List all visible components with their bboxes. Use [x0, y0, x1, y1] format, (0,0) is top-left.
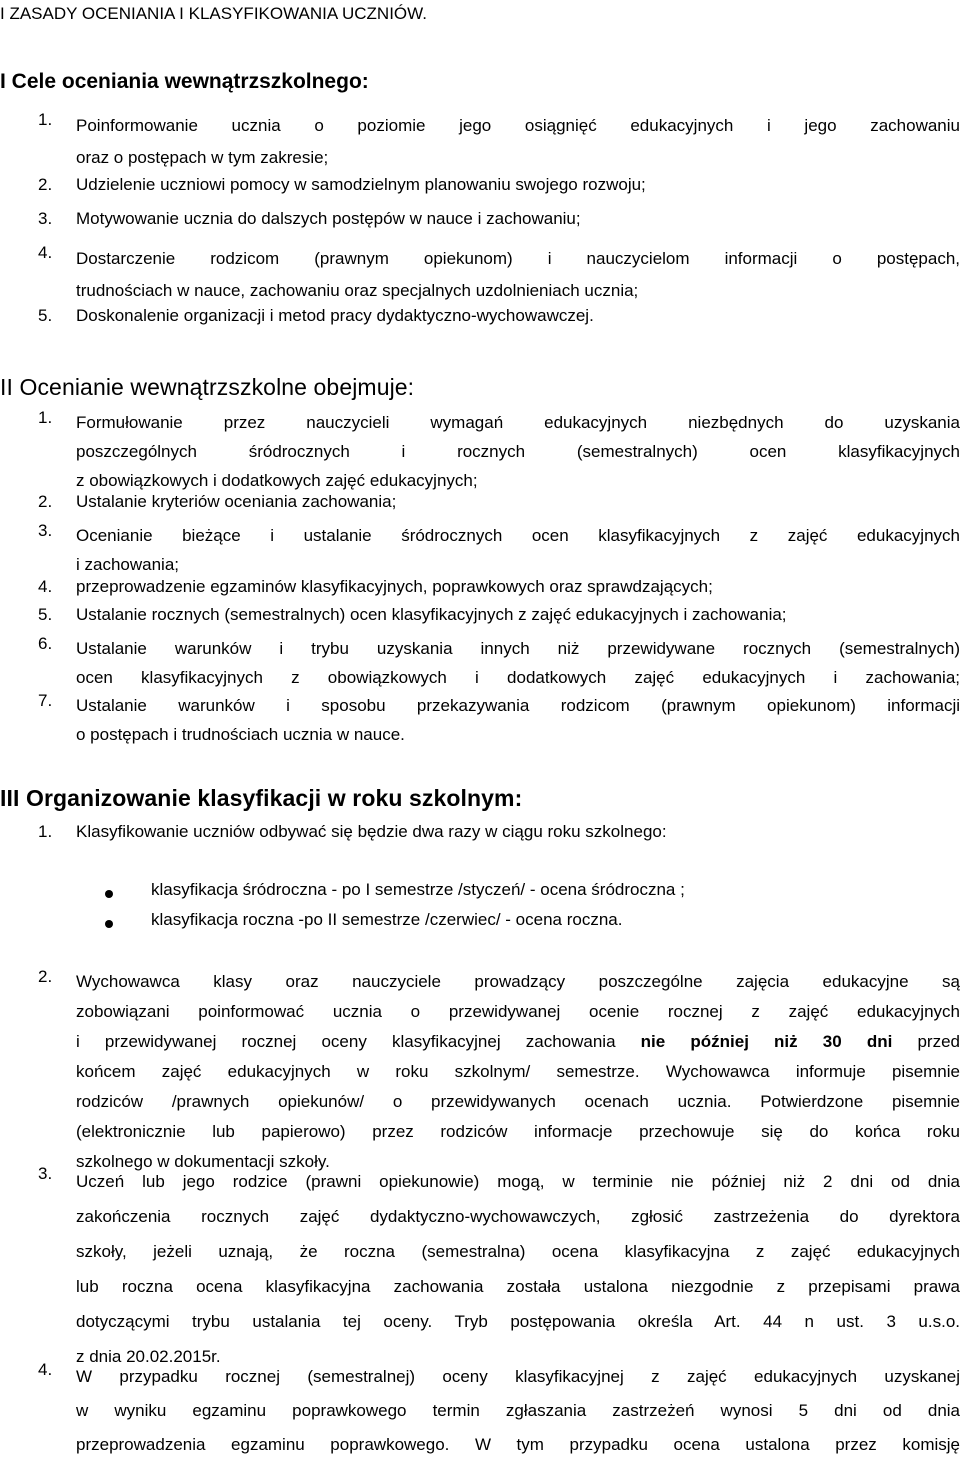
item-line: zobowiązani poinformować ucznia o przewidywanej ocenie rocznej z zajęć edukacyjnych [76, 1002, 960, 1021]
document-title: I ZASADY OCENIANIA I KLASYFIKOWANIA UCZNIÓW. [0, 4, 427, 23]
item-line: Ocenianie bieżące i ustalanie śródrocznych ocen klasyfikacyjnych z zajęć edukacyjnych [76, 526, 960, 545]
item-line: z obowiązkowych i dodatkowych zajęć edukacyjnych; [76, 471, 478, 490]
item-number: 2. [38, 175, 53, 194]
bullet-text: klasyfikacja śródroczna - po I semestrze /styczeń/ - ocena śródroczna ; [151, 880, 685, 899]
section-1-heading: I Cele oceniania wewnątrzszkolnego: [0, 70, 369, 93]
item-line: Udzielenie uczniowi pomocy w samodzielnym planowaniu swojego rozwoju; [76, 175, 646, 194]
item-line: w wyniku egzaminu poprawkowego termin zgłaszania zastrzeżeń wynosi 5 dni od dnia [76, 1401, 960, 1420]
line-text: przed [917, 1032, 960, 1051]
item-number: 2. [38, 492, 53, 511]
section-3-heading: III Organizowanie klasyfikacji w roku szkolnym: [0, 785, 523, 811]
item-line: Uczeń lub jego rodzice (prawni opiekunowie) mogą, w terminie nie później niż 2 dni od dnia [76, 1172, 960, 1191]
item-line: Dostarczenie rodzicom (prawnym opiekunom) i nauczycielom informacji o postępach, [76, 249, 960, 268]
item-number: 1. [38, 408, 53, 427]
item-line: poszczególnych śródrocznych i rocznych (semestralnych) ocen klasyfikacyjnych [76, 442, 960, 461]
item-line: Ustalanie warunków i sposobu przekazywania rodzicom (prawnym opiekunom) informacji [76, 696, 960, 715]
item-line: oraz o postępach w tym zakresie; [76, 148, 329, 167]
item-number: 4. [38, 577, 53, 596]
item-line: Klasyfikowanie uczniów odbywać się będzie dwa razy w ciągu roku szkolnego: [76, 822, 667, 841]
item-line: Doskonalenie organizacji i metod pracy dydaktyczno-wychowawczej. [76, 306, 594, 325]
item-number: 5. [38, 306, 53, 325]
item-number: 1. [38, 822, 53, 841]
item-line: przeprowadzenia egzaminu poprawkowego. W tym przypadku ocena ustalona przez komisję [76, 1435, 960, 1454]
item-number: 2. [38, 967, 53, 986]
item-line: rodziców /prawnych opiekunów/ o przewidywanych ocenach ucznia. Potwierdzone pisemnie [76, 1092, 960, 1111]
item-line: szkolnego w dokumentacji szkoły. [76, 1152, 330, 1171]
item-line: ocen klasyfikacyjnych z obowiązkowych i dodatkowych zajęć edukacyjnych i zachowania; [76, 668, 960, 687]
bullet-text: klasyfikacja roczna -po II semestrze /czerwiec/ - ocena roczna. [151, 910, 623, 929]
item-line: Ustalanie rocznych (semestralnych) ocen klasyfikacyjnych z zajęć edukacyjnych i zachowania; [76, 605, 787, 624]
item-number: 7. [38, 691, 53, 710]
item-line: końcem zajęć edukacyjnych w roku szkolnym/ semestrze. Wychowawca informuje pisemnie [76, 1062, 960, 1081]
item-line: Ustalanie warunków i trybu uzyskania innych niż przewidywane rocznych (semestralnych) [76, 639, 960, 658]
item-number: 4. [38, 1360, 53, 1379]
item-line: z dnia 20.02.2015r. [76, 1347, 221, 1366]
item-number: 3. [38, 209, 53, 228]
item-line: Poinformowanie ucznia o poziomie jego osiągnięć edukacyjnych i jego zachowaniu [76, 116, 960, 135]
item-line: lub roczna ocena klasyfikacyjna zachowania została ustalona niezgodnie z przepisami prawa [76, 1277, 960, 1296]
item-number: 5. [38, 605, 53, 624]
item-line: W przypadku rocznej (semestralnej) oceny klasyfikacyjnej z zajęć edukacyjnych uzyskanej [76, 1367, 960, 1386]
section-2-heading: II Ocenianie wewnątrzszkolne obejmuje: [0, 374, 415, 400]
item-number: 3. [38, 1164, 53, 1183]
item-number: 1. [38, 110, 53, 129]
item-line [76, 1027, 960, 1057]
item-line: Formułowanie przez nauczycieli wymagań edukacyjnych niezbędnych do uzyskania [76, 413, 960, 432]
item-number: 3. [38, 521, 53, 540]
item-line: o postępach i trudnościach ucznia w nauce. [76, 725, 405, 744]
item-number: 6. [38, 634, 53, 653]
deadline-emphasis: nie później niż 30 dni [640, 1032, 893, 1051]
item-line: Wychowawca klasy oraz nauczyciele prowadzący poszczególne zajęcia edukacyjne są [76, 972, 960, 991]
item-line: szkoły, jeżeli uznają, że roczna (semestralna) ocena klasyfikacyjna z zajęć edukacyjnych [76, 1242, 960, 1261]
bullet-dot [105, 920, 113, 928]
item-line: (elektronicznie lub papierowo) przez rodziców informacje przechowuje się do końca roku [76, 1122, 960, 1141]
item-line: trudnościach w nauce, zachowaniu oraz specjalnych uzdolnieniach ucznia; [76, 281, 639, 300]
item-number: 4. [38, 243, 53, 262]
item-line: dotyczącymi trybu ustalania tej oceny. Tryb postępowania określa Art. 44 n ust. 3 u.s.o. [76, 1312, 960, 1331]
item-line: przeprowadzenie egzaminów klasyfikacyjnych, poprawkowych oraz sprawdzających; [76, 577, 713, 596]
bullet-dot [105, 890, 113, 898]
item-line: zakończenia rocznych zajęć dydaktyczno-wychowawczych, zgłosić zastrzeżenia do dyrektora [76, 1207, 960, 1226]
item-line: Motywowanie ucznia do dalszych postępów w nauce i zachowaniu; [76, 209, 581, 228]
line-text: i przewidywanej rocznej oceny klasyfikacyjnej zachowania [76, 1032, 616, 1051]
item-line: i zachowania; [76, 555, 180, 574]
item-line: Ustalanie kryteriów oceniania zachowania; [76, 492, 397, 511]
